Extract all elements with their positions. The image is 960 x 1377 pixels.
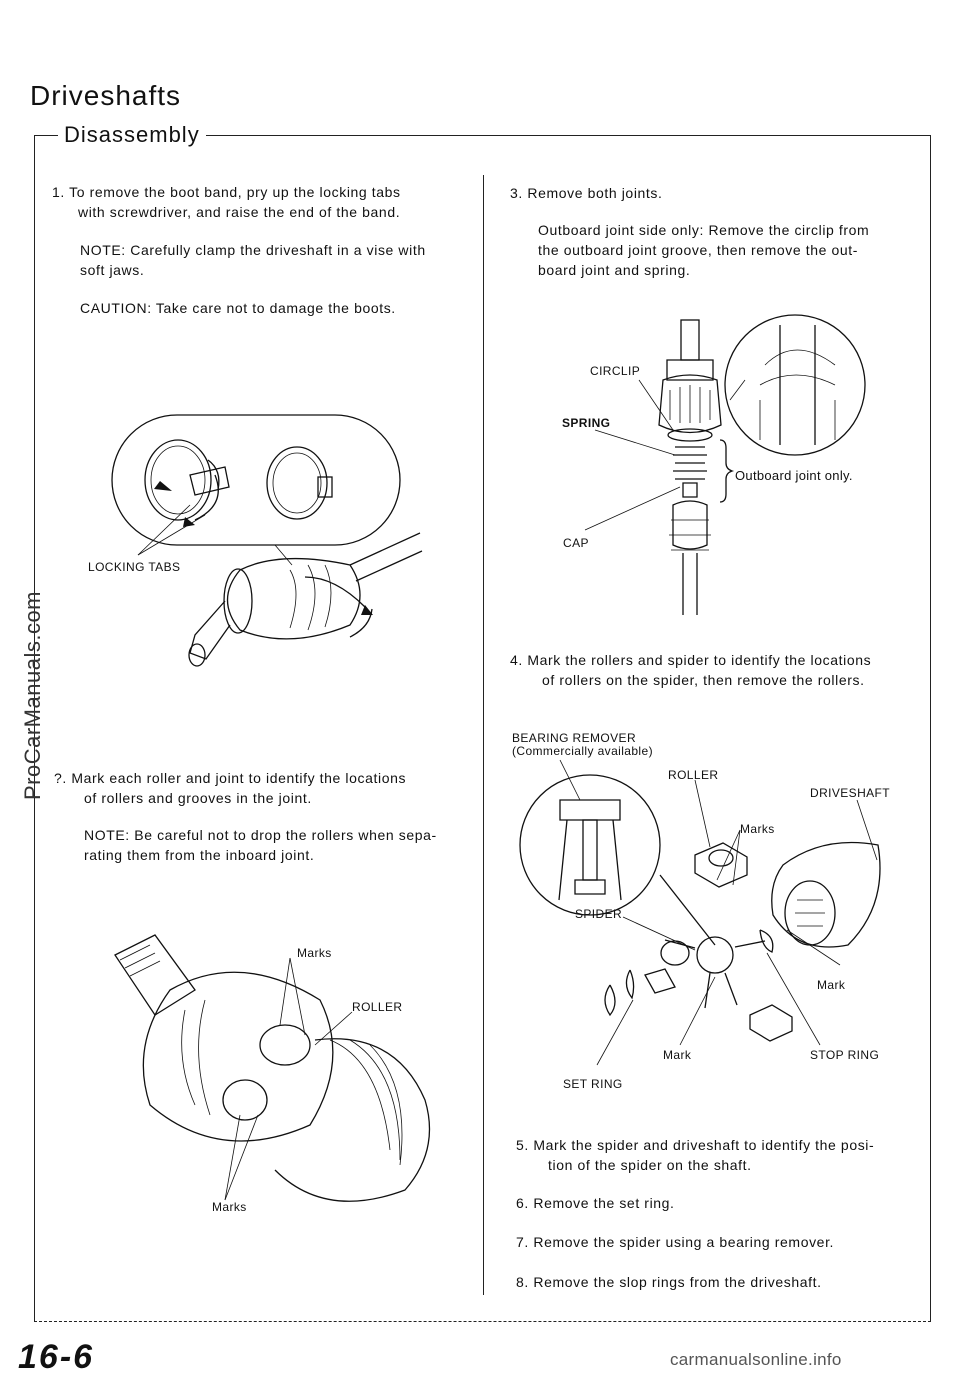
mark-bottom-label: Mark [663,1048,692,1062]
locking-tabs-label: LOCKING TABS [88,560,181,574]
step-2-note-2: rating them from the inboard joint. [84,847,315,863]
roller-label-right: ROLLER [668,768,719,782]
step-3-line-1: 3. Remove both joints. [510,185,663,201]
step-3-line-2: Outboard joint side only: Remove the circlip from [538,222,870,238]
bottom-watermark[interactable]: carmanualsonline.info [670,1350,842,1369]
section-title: Disassembly [58,122,206,148]
driveshaft-label: DRIVESHAFT [810,786,891,800]
step-1-caution: CAUTION: Take care not to damage the boots. [80,300,396,316]
step-5-line-1: 5. Mark the spider and driveshaft to identify the posi- [516,1137,875,1153]
step-3-line-4: board joint and spring. [538,262,691,278]
boot-band-illustration [60,405,480,690]
step-4-line-1: 4. Mark the rollers and spider to identify the locations [510,652,872,668]
set-ring-label: SET RING [563,1077,623,1091]
page-number: 16-6 [18,1338,95,1376]
step-2-note-1: NOTE: Be careful not to drop the rollers when sepa- [84,827,437,843]
outboard-joint-illustration [555,305,885,625]
step-8: 8. Remove the slop rings from the driveshaft. [516,1274,822,1290]
step-1-note-2: soft jaws. [80,262,145,278]
page-title: Driveshafts [30,80,182,111]
spider-removal-illustration [505,755,905,1095]
spider-label: SPIDER [575,907,623,921]
step-7: 7. Remove the spider using a bearing remover. [516,1234,835,1250]
step-5-line-2: tion of the spider on the shaft. [548,1157,752,1173]
step-1-note-1: NOTE: Carefully clamp the driveshaft in a vise with [80,242,426,258]
marks-top-label: Marks [297,946,332,960]
mark-right-label: Mark [817,978,846,992]
step-1-line-1: 1. To remove the boot band, pry up the locking tabs [52,184,401,200]
step-2-line-2: of rollers and grooves in the joint. [84,790,312,806]
bearing-remover-label: BEARING REMOVER [512,731,637,745]
marks-label-right: Marks [740,822,775,836]
roller-label-left: ROLLER [352,1000,403,1014]
outboard-only-label: Outboard joint only. [735,468,853,483]
circlip-label: CIRCLIP [590,364,641,378]
column-divider [483,175,484,1295]
stop-ring-label: STOP RING [810,1048,880,1062]
marks-bottom-label: Marks [212,1200,247,1214]
step-4-line-2: of rollers on the spider, then remove the rollers. [542,672,865,688]
step-2-line-1: ?. Mark each roller and joint to identify the locations [54,770,407,786]
step-1-line-2: with screwdriver, and raise the end of the band. [78,204,401,220]
step-6: 6. Remove the set ring. [516,1195,675,1211]
side-watermark: ProCarManuals.com [20,590,45,800]
step-3-line-3: the outboard joint groove, then remove the out- [538,242,859,258]
inboard-joint-illustration [100,920,470,1220]
commercially-available-label: (Commercially available) [512,744,653,758]
spring-label: SPRING [562,416,611,430]
cap-label: CAP [563,536,589,550]
